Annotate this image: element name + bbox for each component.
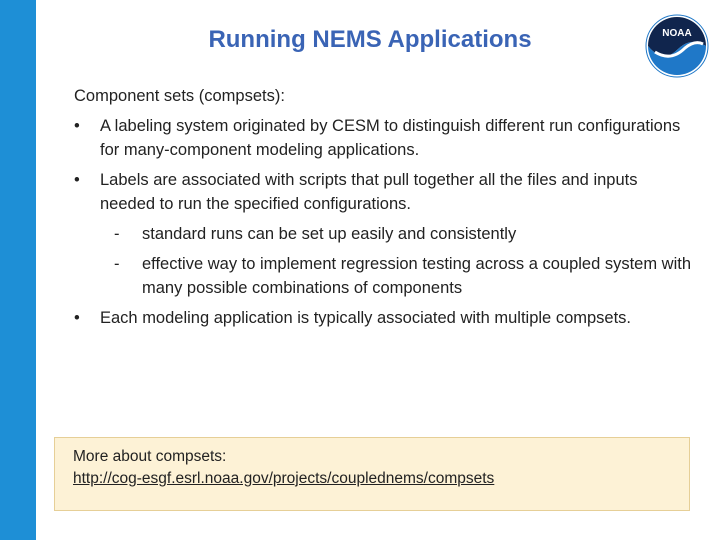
- callout-label: More about compsets:: [73, 448, 227, 465]
- bullet-text: Labels are associated with scripts that pull together all the files and inputs needed to run the specified configurations.: [100, 171, 638, 213]
- bullet-list: [74, 114, 694, 330]
- bullet-item: [74, 306, 694, 330]
- noaa-logo: [645, 14, 709, 78]
- bullet-icon: •: [74, 117, 80, 135]
- sub-bullet-text: standard runs can be set up easily and consistently: [142, 225, 517, 243]
- slide-body: [74, 84, 694, 330]
- bullet-item: [74, 168, 694, 300]
- bullet-icon: •: [74, 171, 80, 189]
- bullet-text: A labeling system originated by CESM to distinguish different run configurations for many-component modeling applications.: [100, 117, 681, 159]
- intro-line: Component sets (compsets):: [74, 87, 285, 105]
- compsets-callout-box: [54, 437, 690, 511]
- sub-bullet-list: [74, 222, 694, 300]
- slide-title: Running NEMS Applications: [208, 26, 532, 53]
- logo-text: NOAA: [662, 28, 692, 39]
- bullet-item: [74, 114, 694, 162]
- sub-bullet-text: effective way to implement regression testing across a coupled system with many possible combinations of components: [142, 255, 692, 297]
- dash-icon: -: [114, 255, 120, 273]
- sub-bullet-item: [74, 252, 694, 300]
- dash-icon: -: [114, 225, 120, 243]
- left-accent-bar: [0, 0, 36, 540]
- sub-bullet-item: [74, 222, 694, 246]
- bullet-icon: •: [74, 309, 80, 327]
- bullet-text: Each modeling application is typically associated with multiple compsets.: [100, 309, 632, 327]
- compsets-link[interactable]: http://cog-esgf.esrl.noaa.gov/projects/couplednems/compsets: [73, 470, 495, 487]
